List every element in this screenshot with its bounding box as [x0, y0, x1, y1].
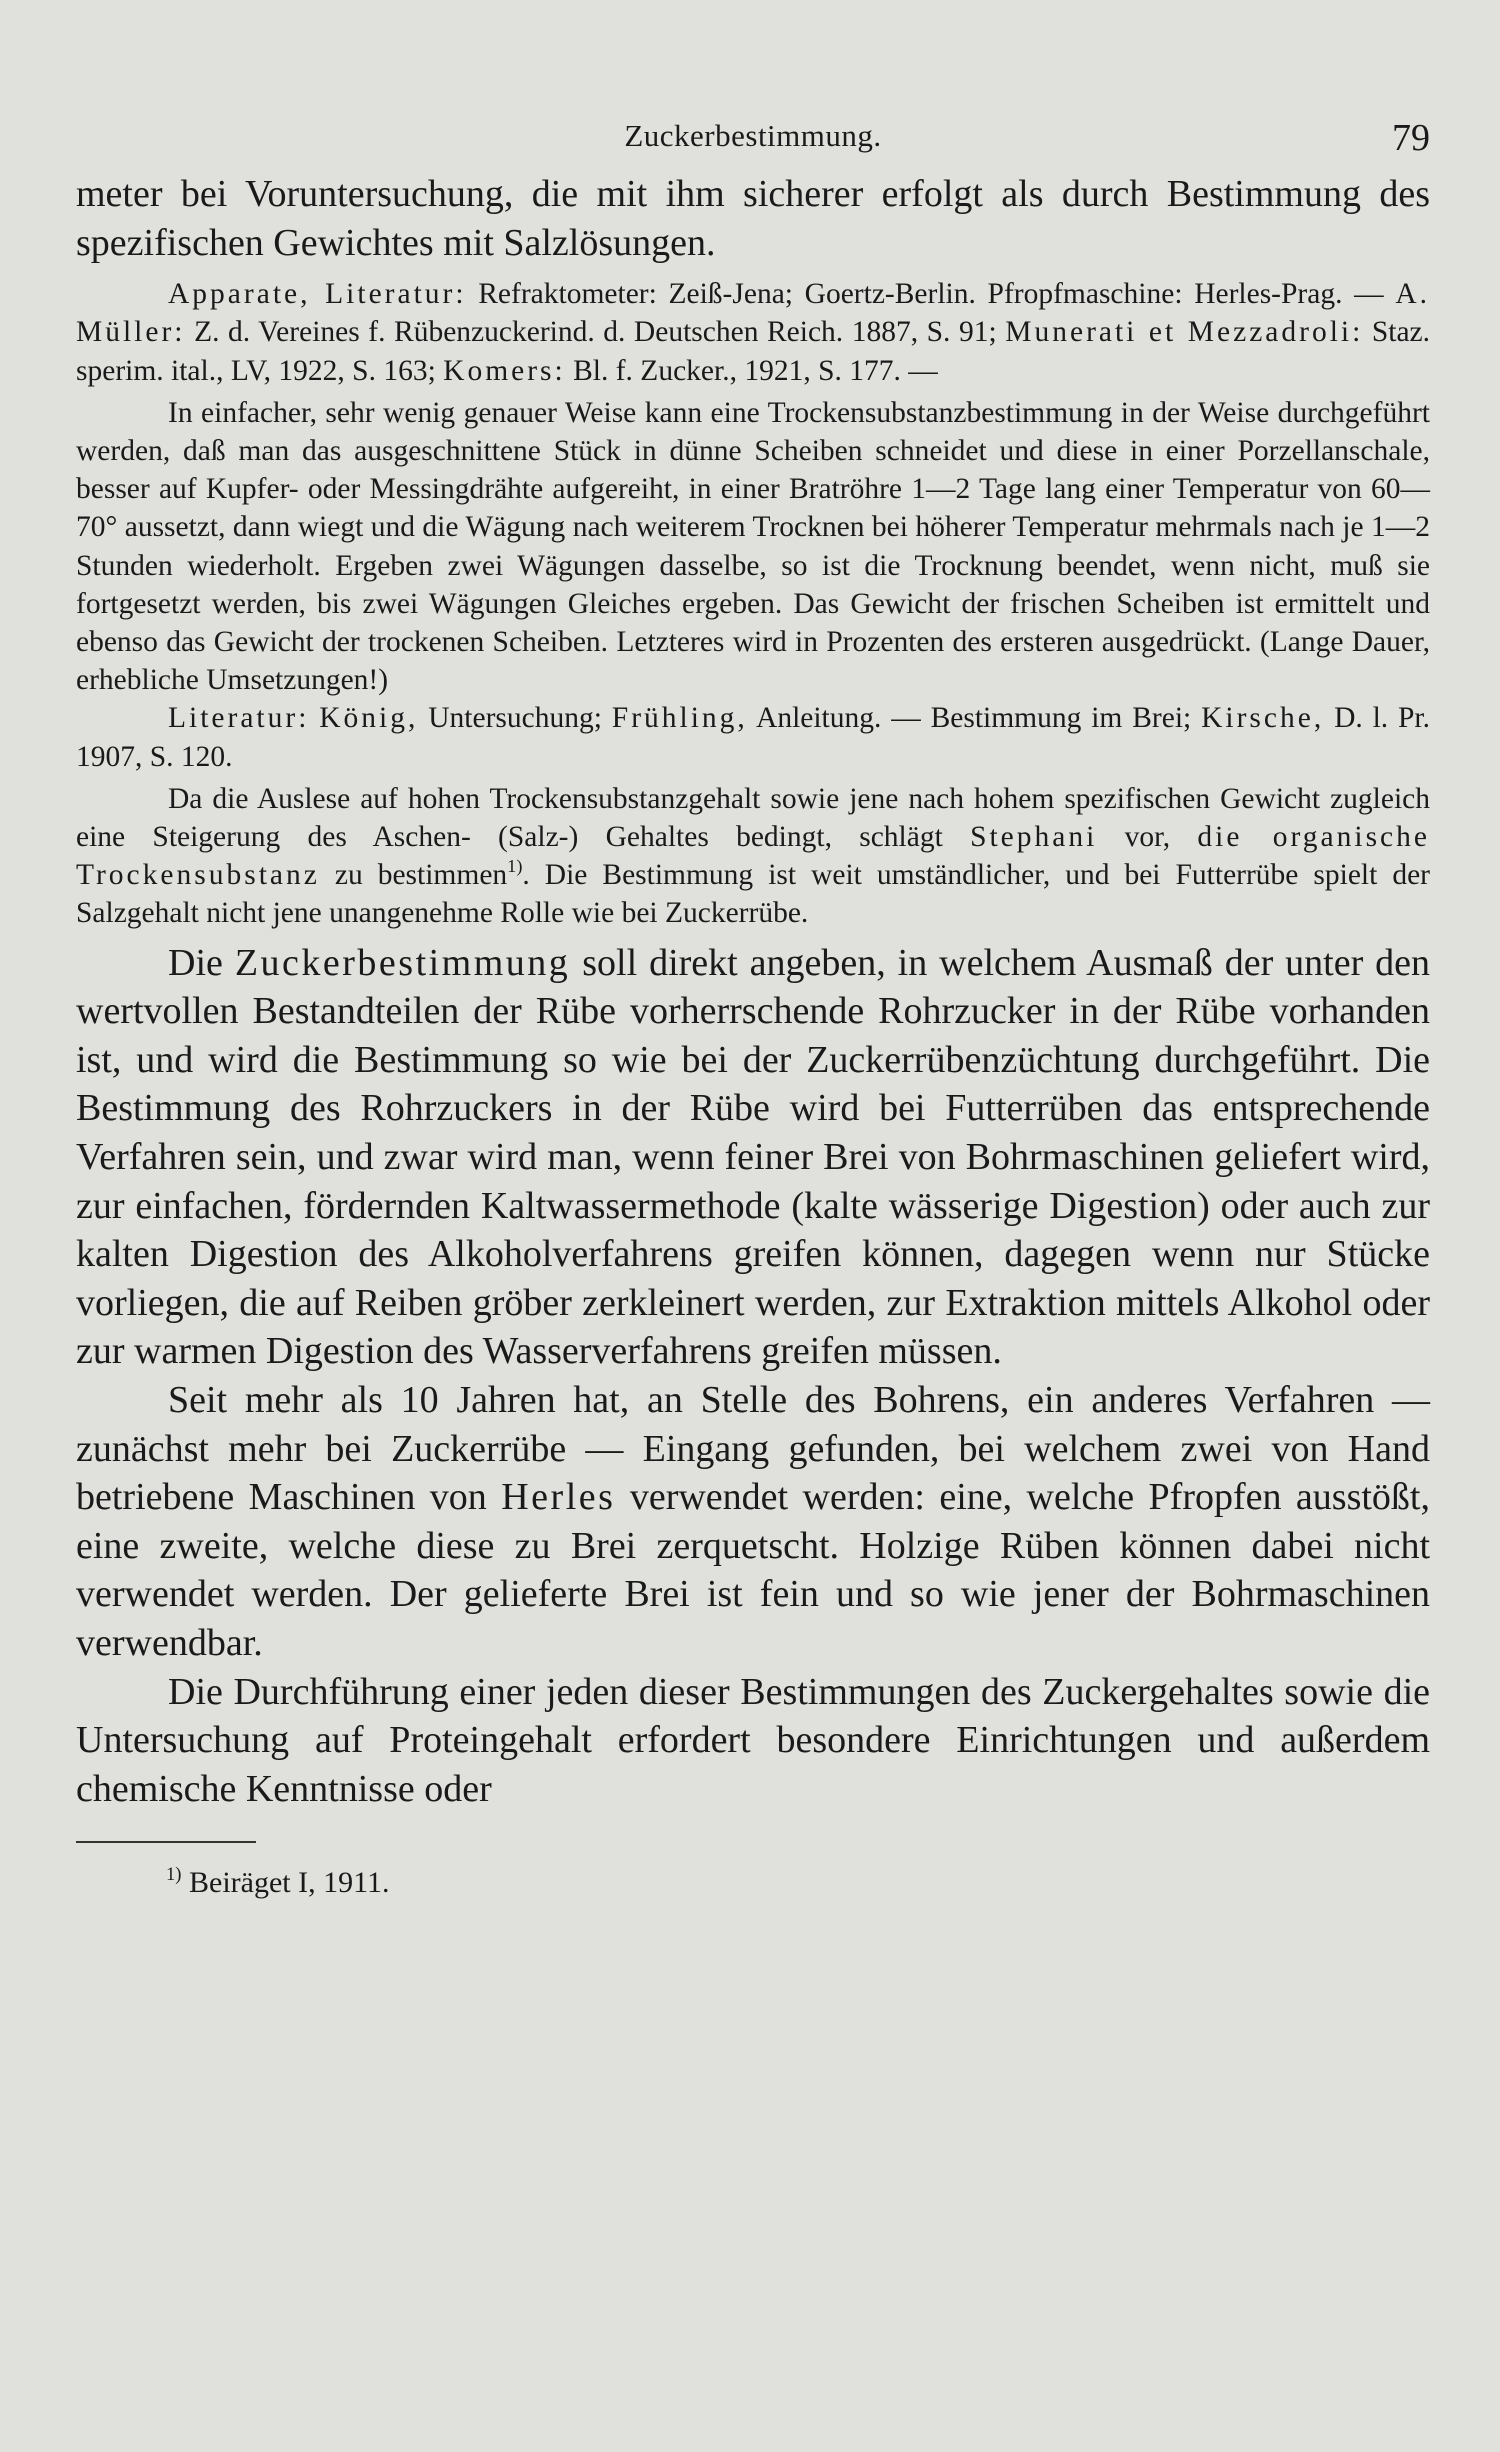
sugar-emphasis: Zuckerbestimmung [234, 941, 571, 984]
literature-label: Literatur: [168, 702, 310, 735]
apparatus-label: Apparate, Literatur: [168, 278, 467, 311]
footnote-mark: 1) [166, 1864, 182, 1886]
sugar-paragraph [76, 939, 1430, 1376]
footnote-reference: 1) [507, 856, 523, 877]
literature-paragraph [76, 699, 1430, 775]
selection-text-2: vor, [1124, 821, 1171, 854]
intro-paragraph: meter bei Voruntersuchung, die mit ihm sicherer erfolgt als durch Bestimmung des spezifischen Gewichtes mit Salzlösungen. [76, 173, 1430, 264]
reference-mueller: Z. d. Vereines f. Rübenzuckerind. d. Deutschen Reich. 1887, S. 91; [194, 316, 997, 349]
sugar-text: soll direkt angeben, in welchem Ausmaß der unter den wertvollen Bestandteilen der Rübe vorherrschende Rohrzucker in der Rübe vorhanden ist, und wird die Bestimmung so wie bei der Zuckerrübenzüchtung durchgeführt. Die Bestimmung des Rohrzuckers in der Rübe wird bei Futterrüben das entsprechende Verfahren sein, und zwar wird man, wenn feiner Brei von Bohrmaschinen geliefert wird, zur einfachen, fördernden Kaltwassermethode (kalte wässerige Digestion) oder auch zur kalten Digestion des Alkoholverfahrens greifen können, dagegen wenn nur Stücke vorliegen, die auf Reiben gröber zerkleinert werden, zur Extraktion mittels Alkohol oder zur warmen Digestion des Wasserverfahrens greifen müssen. [76, 941, 1431, 1373]
page-header [76, 0, 1430, 170]
selection-text-4: . Die Bestimmung ist weit umständlicher, und bei Futterrübe spielt der Salzgehalt nicht jene unangenehme Rolle wie bei Zuckerrübe. [76, 859, 1431, 930]
selection-emphasis: die organische Trockensubstanz [76, 821, 1430, 892]
literature-text-2: Anleitung. — Bestimmung im Brei; [756, 702, 1192, 735]
herles-text-1: Seit mehr als 10 Jahren hat, an Stelle des Bohrens, ein anderes Verfahren — zunächst mehr bei Zuckerrübe — Eingang gefunden, bei welchem zwei von Hand betriebene Maschinen von [76, 1378, 1430, 1519]
footnote-divider [76, 1841, 256, 1843]
author-kirsche: Kirsche, [1201, 702, 1325, 735]
author-stephani: Stephani [970, 821, 1098, 854]
closing-paragraph: Die Durchführung einer jeden dieser Bestimmungen des Zuckergehaltes sowie die Untersuchung auf Proteingehalt erfordert besondere Einrichtungen und außerdem chemische Kenntnisse oder [76, 1670, 1430, 1810]
author-koenig: König, [319, 702, 419, 735]
author-komers: Komers: [443, 354, 566, 387]
footnote-text: Beiräget I, 1911. [189, 1866, 390, 1900]
selection-text-3: zu bestimmen [334, 859, 508, 892]
herles-paragraph [76, 1376, 1430, 1668]
author-herles: Herles [501, 1476, 616, 1519]
reference-munerati: Staz. sperim. ital., LV, 1922, S. 163; [76, 316, 1431, 387]
apparatus-text: Refraktometer: Zeiß-Jena; Goertz-Berlin. Pfropfmaschine: Herles-Prag. — [478, 278, 1384, 311]
selection-text-1: Da die Auslese auf hohen Trockensubstanzgehalt sowie jene nach hohem spezifischen Gewicht zugleich eine Steigerung des Aschen- (Salz-) Gehaltes bedingt, schlägt [76, 782, 1430, 854]
apparatus-paragraph [76, 275, 1430, 390]
reference-komers: Bl. f. Zucker., 1921, S. 177. — [573, 354, 938, 387]
herles-text-2: verwendet werden: eine, welche Pfropfen ausstößt, eine zweite, welche diese zu Brei zerquetscht. Holzige Rüben können dabei nicht verwendet werden. Der gelieferte Brei ist fein und so wie jener der Bohrmaschinen verwendbar. [76, 1476, 1430, 1664]
author-fruehling: Frühling, [611, 702, 748, 735]
author-munerati: Munerati et Mezzadroli: [1005, 316, 1364, 349]
author-mueller: A. Müller: [76, 278, 1431, 349]
footnote [76, 1863, 1430, 1903]
literature-text-1: Untersuchung; [428, 702, 602, 735]
selection-paragraph [76, 780, 1430, 933]
page-number: 79 [1392, 117, 1430, 159]
sugar-lead: Die [168, 941, 223, 984]
dry-matter-paragraph: In einfacher, sehr wenig genauer Weise kann eine Trockensubstanzbestimmung in der Weise durchgeführt werden, daß man das ausgeschnittene Stück in dünne Scheiben schneidet und diese in einer Porzellanschale, besser auf Kupfer- oder Messingdrähte aufgereiht, in einer Bratröhre 1—2 Tage lang einer Temperatur von 60—70° aussetzt, dann wiegt und die Wägung nach weiterem Trocknen bei höherer Temperatur mehrmals nach je 1—2 Stunden wiederholt. Ergeben zwei Wägungen dasselbe, so ist die Trocknung beendet, wenn nicht, muß sie fortgesetzt werden, bis zwei Wägungen Gleiches ergeben. Das Gewicht der frischen Scheiben ist ermittelt und ebenso das Gewicht der trockenen Scheiben. Letzteres wird in Prozenten des ersteren ausgedrückt. (Lange Dauer, erhebliche Umsetzungen!) [76, 396, 1430, 697]
literature-text-3: D. l. Pr. 1907, S. 120. [76, 702, 1431, 773]
running-title: Zuckerbestimmung. [624, 118, 882, 153]
